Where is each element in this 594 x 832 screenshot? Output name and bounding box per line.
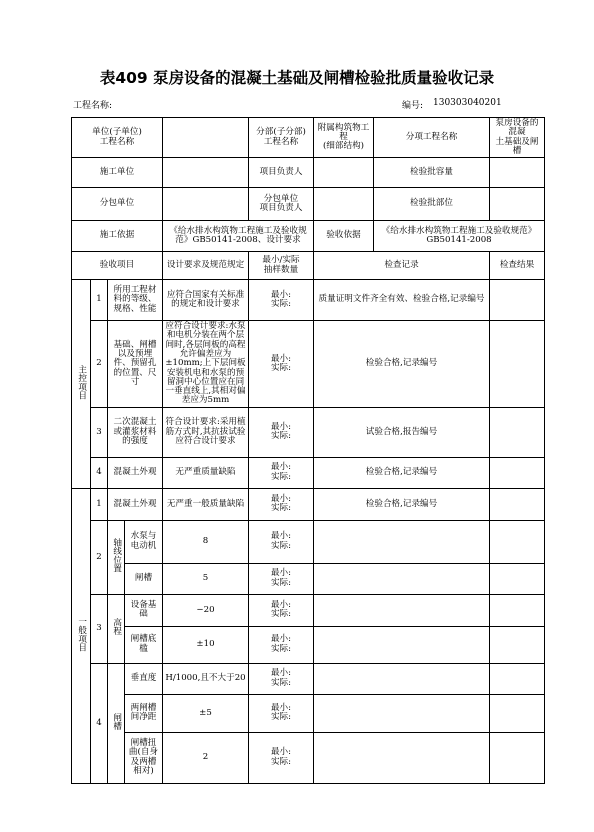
row-item: 混凝土外观 bbox=[108, 457, 163, 488]
col-result: 检查结果 bbox=[490, 252, 545, 280]
unit-name-value[interactable] bbox=[163, 118, 249, 158]
row-result[interactable] bbox=[490, 563, 545, 594]
row-req: 应符合国家有关标准的规定和设计要求 bbox=[163, 280, 249, 321]
code-label: 编号: bbox=[402, 101, 424, 111]
row-record[interactable] bbox=[314, 594, 490, 626]
row-sample[interactable]: 最小: 实际: bbox=[249, 694, 314, 732]
construction-unit-label: 施工单位 bbox=[72, 158, 163, 188]
basis-value: 《给水排水构筑物工程施工及验收规范》GB50141-2008、设计要求 bbox=[163, 221, 314, 252]
project-manager-label: 项目负责人 bbox=[249, 158, 314, 188]
row-result[interactable] bbox=[490, 626, 545, 663]
subgroup-label: 高程 bbox=[108, 594, 125, 663]
row-req: −20 bbox=[163, 594, 249, 626]
row-req: 8 bbox=[163, 520, 249, 563]
project-name-label: 工程名称: bbox=[73, 101, 113, 111]
row-no: 3 bbox=[91, 594, 108, 663]
table-row bbox=[72, 280, 545, 321]
row-result[interactable] bbox=[490, 663, 545, 694]
subitem-value: 泵房设备的混凝 土基础及闸槽 bbox=[490, 118, 545, 158]
row-req: 符合设计要求:采用植筋方式时,其抗拔试验应符合设计要求 bbox=[163, 407, 249, 457]
row-no: 2 bbox=[91, 520, 108, 594]
col-item: 验收项目 bbox=[72, 252, 163, 280]
row-sample[interactable]: 最小: 实际: bbox=[249, 732, 314, 783]
row-sample[interactable]: 最小: 实际: bbox=[249, 563, 314, 594]
row-item: 设备基础 bbox=[125, 594, 163, 626]
batch-part-label: 检验批部位 bbox=[374, 188, 490, 221]
row-result[interactable] bbox=[490, 694, 545, 732]
code-value: 130303040201 bbox=[433, 98, 502, 108]
row-result[interactable] bbox=[490, 321, 545, 408]
subgroup-label: 闸槽 bbox=[108, 663, 125, 783]
row-sample[interactable]: 最小: 实际: bbox=[249, 594, 314, 626]
row-no: 3 bbox=[91, 407, 108, 457]
row-record: 检验合格,记录编号 bbox=[314, 321, 490, 408]
col-req: 设计要求及规范规定 bbox=[163, 252, 249, 280]
acc-basis-label: 验收依据 bbox=[314, 221, 374, 252]
general-group-label: 一般项目 bbox=[72, 488, 91, 783]
sub-manager-value[interactable] bbox=[314, 188, 374, 221]
unit-name-label: 单位(子单位) 工程名称 bbox=[72, 118, 163, 158]
row-no: 2 bbox=[91, 321, 108, 408]
row-record[interactable] bbox=[314, 663, 490, 694]
sub-unit-label: 分包单位 bbox=[72, 188, 163, 221]
row-record[interactable] bbox=[314, 694, 490, 732]
header-row-unit bbox=[72, 118, 545, 158]
table-row bbox=[72, 694, 545, 732]
row-req: 应符合设计要求:水泵和电机分装在两个层间时,各层间板的高程允许偏差应为±10mm;上下层间板安装机电和水泵的预留洞中心位置应在同一垂直线上,其相对偏差应为5mm bbox=[163, 321, 249, 408]
row-record[interactable] bbox=[314, 732, 490, 783]
row-item: 基础、闸槽以及预埋件、预留孔的位置、尺寸 bbox=[108, 321, 163, 408]
batch-part-value[interactable] bbox=[490, 188, 545, 221]
row-record[interactable] bbox=[314, 520, 490, 563]
row-req: 2 bbox=[163, 732, 249, 783]
col-record: 检查记录 bbox=[314, 252, 490, 280]
row-result[interactable] bbox=[490, 520, 545, 563]
project-manager-value[interactable] bbox=[314, 158, 374, 188]
row-req: ±10 bbox=[163, 626, 249, 663]
table-row bbox=[72, 407, 545, 457]
row-sample[interactable]: 最小: 实际: bbox=[249, 626, 314, 663]
row-record[interactable] bbox=[314, 563, 490, 594]
column-header-row bbox=[72, 252, 545, 280]
row-req: 5 bbox=[163, 563, 249, 594]
row-sample[interactable]: 最小: 实际: bbox=[249, 663, 314, 694]
construction-unit-value[interactable] bbox=[163, 158, 249, 188]
row-sample[interactable]: 最小: 实际: bbox=[249, 321, 314, 408]
row-item: 闸槽扭曲(自身及两槽相对) bbox=[125, 732, 163, 783]
row-record: 试验合格,报告编号 bbox=[314, 407, 490, 457]
row-no: 4 bbox=[91, 457, 108, 488]
header-row-subcontract bbox=[72, 188, 545, 221]
row-item: 两闸槽间净距 bbox=[125, 694, 163, 732]
table-row bbox=[72, 732, 545, 783]
table-row bbox=[72, 626, 545, 663]
row-sample[interactable]: 最小: 实际: bbox=[249, 407, 314, 457]
subdiv-label: 分部(子分部) 工程名称 bbox=[249, 118, 314, 158]
row-record: 质量证明文件齐全有效、检验合格,记录编号 bbox=[314, 280, 490, 321]
row-result[interactable] bbox=[490, 407, 545, 457]
row-record: 检验合格,记录编号 bbox=[314, 457, 490, 488]
row-no: 1 bbox=[91, 488, 108, 520]
row-item: 所用工程材料的等级、规格、性能 bbox=[108, 280, 163, 321]
table-row bbox=[72, 321, 545, 408]
row-sample[interactable]: 最小: 实际: bbox=[249, 280, 314, 321]
row-req: 无严重一般质量缺陷 bbox=[163, 488, 249, 520]
table-row bbox=[72, 457, 545, 488]
row-record: 检验合格,记录编号 bbox=[314, 488, 490, 520]
row-req: 无严重质量缺陷 bbox=[163, 457, 249, 488]
row-item: 混凝土外观 bbox=[108, 488, 163, 520]
row-sample[interactable]: 最小: 实际: bbox=[249, 488, 314, 520]
row-sample[interactable]: 最小: 实际: bbox=[249, 457, 314, 488]
subdiv-value: 附属构筑物工程 (细部结构) bbox=[314, 118, 374, 158]
batch-capacity-value[interactable] bbox=[490, 158, 545, 188]
header-row-basis bbox=[72, 221, 545, 252]
sub-manager-label: 分包单位 项目负责人 bbox=[249, 188, 314, 221]
row-req: H/1000,且不大于20 bbox=[163, 663, 249, 694]
row-result[interactable] bbox=[490, 594, 545, 626]
row-record[interactable] bbox=[314, 626, 490, 663]
batch-capacity-label: 检验批容量 bbox=[374, 158, 490, 188]
row-no: 1 bbox=[91, 280, 108, 321]
col-sample: 最小/实际 抽样数量 bbox=[249, 252, 314, 280]
table-row bbox=[72, 663, 545, 694]
row-result[interactable] bbox=[490, 457, 545, 488]
sub-unit-value[interactable] bbox=[163, 188, 249, 221]
table-row bbox=[72, 594, 545, 626]
table-row bbox=[72, 520, 545, 563]
row-result[interactable] bbox=[490, 732, 545, 783]
acc-basis-value: 《给水排水构筑物工程施工及验收规范》GB50141-2008 bbox=[374, 221, 545, 252]
row-item: 闸槽底槛 bbox=[125, 626, 163, 663]
row-item: 垂直度 bbox=[125, 663, 163, 694]
row-item: 二次混凝土或灌浆材料的强度 bbox=[108, 407, 163, 457]
row-req: ±5 bbox=[163, 694, 249, 732]
basis-label: 施工依据 bbox=[72, 221, 163, 252]
row-item: 水泵与电动机 bbox=[125, 520, 163, 563]
main-group-label: 主控项目 bbox=[72, 280, 91, 489]
row-item: 闸槽 bbox=[125, 563, 163, 594]
table-row bbox=[72, 563, 545, 594]
page-title: 表409 泵房设备的混凝土基础及闸槽检验批质量验收记录 bbox=[99, 69, 495, 87]
table-row bbox=[72, 488, 545, 520]
subgroup-label: 轴线位置 bbox=[108, 520, 125, 594]
acceptance-table bbox=[71, 117, 545, 784]
row-result[interactable] bbox=[490, 488, 545, 520]
subitem-label: 分项工程名称 bbox=[374, 118, 490, 158]
header-row-construction bbox=[72, 158, 545, 188]
row-no: 4 bbox=[91, 663, 108, 783]
row-sample[interactable]: 最小: 实际: bbox=[249, 520, 314, 563]
row-result[interactable] bbox=[490, 280, 545, 321]
